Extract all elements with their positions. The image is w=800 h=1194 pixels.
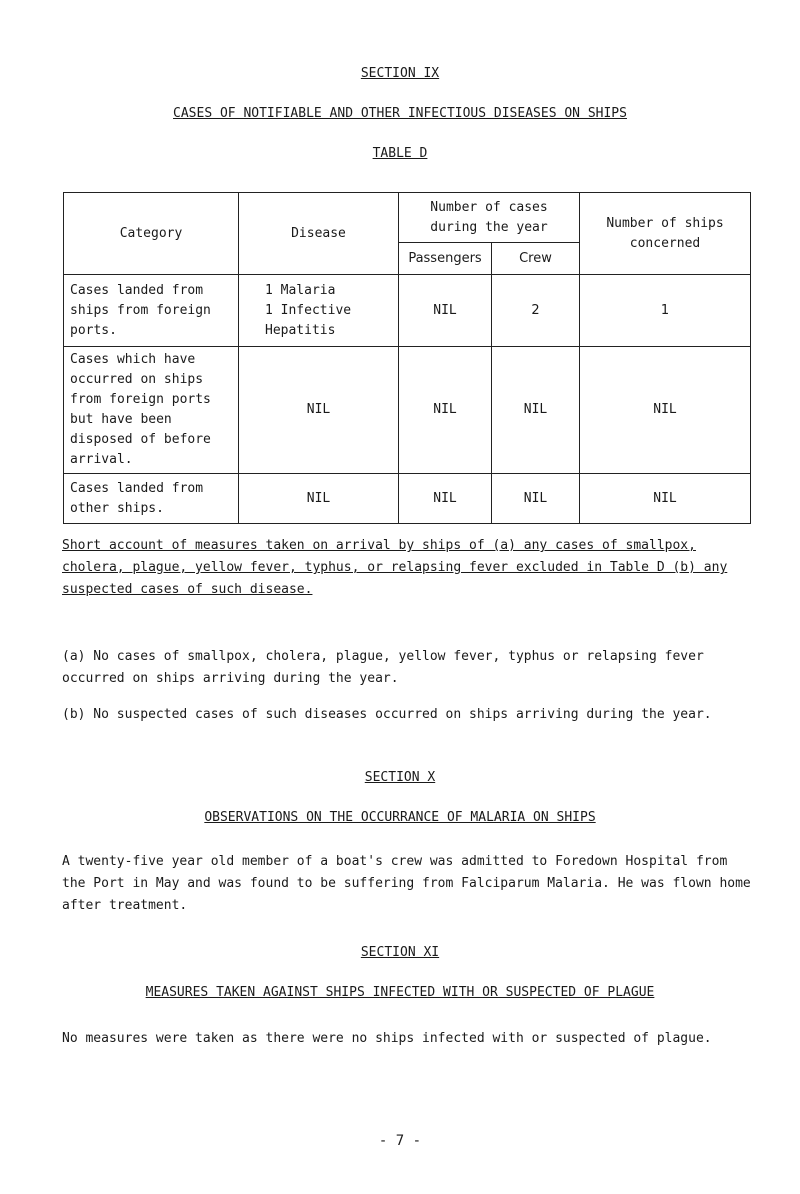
table-d <box>63 192 751 524</box>
table-row <box>64 275 751 347</box>
cell-category: Cases which have occurred on ships from foreign ports but have been disposed of before arrival. <box>64 347 239 474</box>
section-x-title: SECTION X <box>364 770 436 785</box>
table-d-label: TABLE D <box>372 146 428 161</box>
section-x-subtitle: OBSERVATIONS ON THE OCCURRANCE OF MALARIA ON SHIPS <box>204 810 596 825</box>
item-b-text: (b) No suspected cases of such diseases occurred on ships arriving during the year. <box>62 707 712 722</box>
header-disease: Disease <box>239 193 399 275</box>
cell-passengers: NIL <box>399 474 492 524</box>
cell-ships: 1 <box>580 275 751 347</box>
section-xi-body: No measures were taken as there were no ships infected with or suspected of plague. <box>62 1031 712 1046</box>
cell-passengers: NIL <box>399 275 492 347</box>
section-x-body: A twenty-five year old member of a boat's crew was admitted to Foredown Hospital from the Port in May and was found to be suffering from Falciparum Malaria. He was flown home after treatment. <box>62 854 751 913</box>
cell-ships: NIL <box>580 474 751 524</box>
table-row <box>64 347 751 474</box>
section-ix-title: SECTION IX <box>360 66 440 81</box>
header-crew: Crew <box>492 243 580 275</box>
header-number-of-cases: Number of cases during the year <box>399 193 580 243</box>
cell-ships: NIL <box>580 347 751 474</box>
cell-disease: NIL <box>239 474 399 524</box>
cell-disease: NIL <box>239 347 399 474</box>
cell-disease: 1 Malaria 1 Infective Hepatitis <box>239 275 399 347</box>
table-row <box>64 474 751 524</box>
cell-category: Cases landed from other ships. <box>64 474 239 524</box>
header-category: Category <box>64 193 239 275</box>
section-xi-title: SECTION XI <box>360 945 440 960</box>
cell-category: Cases landed from ships from foreign ports. <box>64 275 239 347</box>
section-xi-subtitle: MEASURES TAKEN AGAINST SHIPS INFECTED WITH OR SUSPECTED OF PLAGUE <box>145 985 655 1000</box>
cell-passengers: NIL <box>399 347 492 474</box>
cell-crew: NIL <box>492 474 580 524</box>
cell-crew: NIL <box>492 347 580 474</box>
cell-crew: 2 <box>492 275 580 347</box>
section-ix-subtitle: CASES OF NOTIFIABLE AND OTHER INFECTIOUS DISEASES ON SHIPS <box>173 106 627 121</box>
item-a-text: (a) No cases of smallpox, cholera, plague, yellow fever, typhus or relapsing fever occurred on ships arriving during the year. <box>62 649 704 686</box>
page-number: - 7 - <box>378 1133 422 1149</box>
header-passengers: Passengers <box>399 243 492 275</box>
short-account-heading: Short account of measures taken on arrival by ships of (a) any cases of smallpox, cholera, plague, yellow fever, typhus, or relapsing fever excluded in Table D (b) any suspected cases of such disease. <box>62 538 728 597</box>
header-number-of-ships: Number of ships concerned <box>580 193 751 275</box>
